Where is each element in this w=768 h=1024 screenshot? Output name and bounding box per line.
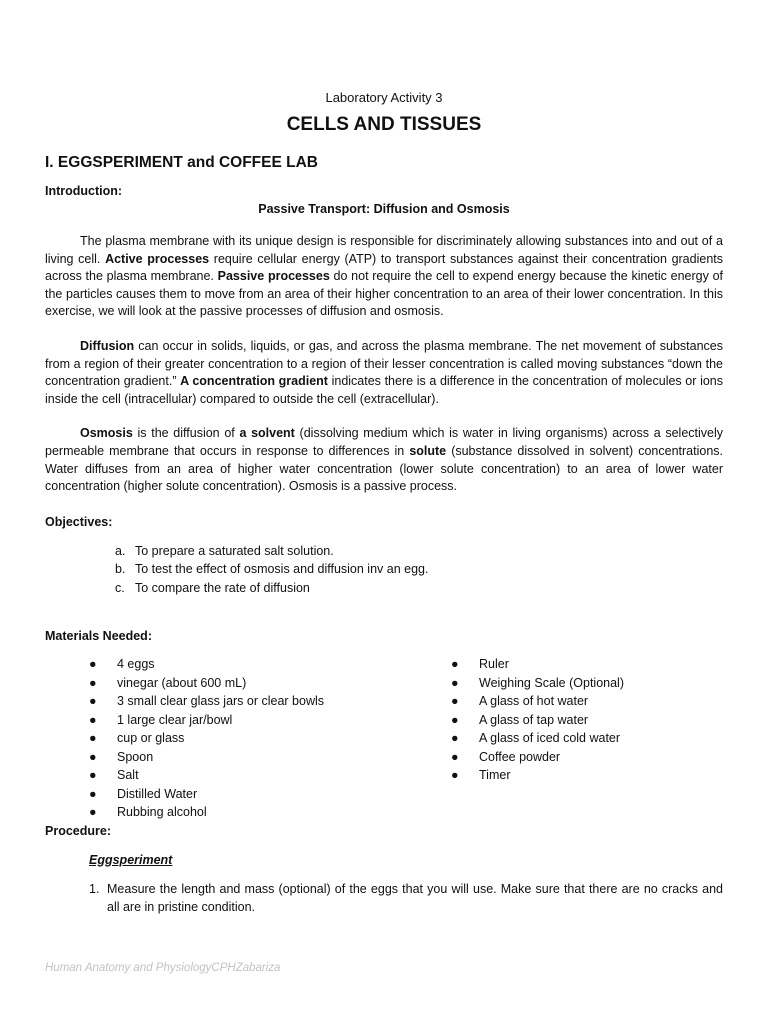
section-title: I. EGGSPERIMENT and COFFEE LAB: [45, 154, 318, 171]
objectives-label: Objectives:: [45, 514, 113, 529]
list-item: ● Spoon: [89, 749, 154, 764]
materials-column-right: [451, 655, 701, 822]
paragraph-diffusion: Diffusion can occur in solids, liquids, or gas, and across the plasma membrane. The net movement of substances from a region of their greater concentration to a region of their lesser concentration is called moving substances “down the concentration gradient.” A concentration gradient indicates there is a difference in the concentration of molecules or ions inside the cell (intracellular) compared to outside the cell (extracellular).: [45, 338, 723, 406]
list-item: ● 3 small clear glass jars or clear bowls: [89, 694, 325, 709]
list-item: ● Salt: [89, 768, 139, 783]
list-item: ● 1 large clear jar/bowl: [89, 712, 233, 727]
procedure-label: Procedure:: [45, 823, 111, 838]
list-item: b. To test the effect of osmosis and diffusion inv an egg.: [115, 562, 429, 577]
list-item: ● cup or glass: [89, 731, 185, 746]
list-item: ● Rubbing alcohol: [89, 805, 207, 820]
objectives-list: [45, 542, 723, 598]
page-footer: Human Anatomy and PhysiologyCPHZabariza: [45, 962, 281, 974]
list-item: ● A glass of tap water: [451, 712, 589, 727]
list-item: c. To compare the rate of diffusion: [115, 580, 310, 595]
paragraph-transport: The plasma membrane with its unique design is responsible for discriminately allowing substances into and out of a living cell. Active processes require cellular energy (ATP) to transport substances against their concentration gradients across the plasma membrane. Passive processes do not require the cell to expend energy because the kinetic energy of the particles causes them to move from an area of their higher concentration to an area of their lower concentration. In this exercise, we will look at the passive processes of diffusion and osmosis.: [45, 234, 723, 319]
list-item: ● Coffee powder: [451, 749, 561, 764]
list-item: ● Distilled Water: [89, 786, 198, 801]
list-item: ● vinegar (about 600 mL): [89, 675, 247, 690]
list-item: ● Weighing Scale (Optional): [451, 675, 624, 690]
list-item: a. To prepare a saturated salt solution.: [115, 543, 334, 558]
introduction-subtitle: Passive Transport: Diffusion and Osmosis: [258, 202, 510, 216]
list-item: ● 4 eggs: [89, 657, 155, 672]
procedure-sublabel: Eggsperiment: [89, 852, 173, 867]
list-item: ● A glass of hot water: [451, 694, 589, 709]
list-item: ● Timer: [451, 768, 511, 783]
list-item: ● A glass of iced cold water: [451, 731, 621, 746]
activity-number: Laboratory Activity 3: [325, 90, 443, 105]
list-item: ● Ruler: [451, 657, 509, 672]
introduction-label: Introduction:: [45, 184, 123, 198]
materials-column-left: [89, 655, 451, 822]
document-page: [45, 88, 723, 917]
materials-label: Materials Needed:: [45, 629, 152, 644]
paragraph-osmosis: Osmosis is the diffusion of a solvent (dissolving medium which is water in living organisms) across a selectively permeable membrane that occurs in response to differences in solute (substance dissolved in solvent) concentrations. Water diffuses from an area of higher water concentration (lower solute concentration) to an area of lower water concentration (higher solute concentration). Osmosis is a passive process.: [45, 426, 724, 494]
materials-list: [45, 655, 723, 822]
page-title: CELLS AND TISSUES: [286, 114, 482, 135]
procedure-step: 1. Measure the length and mass (optional) of the eggs that you will use. Make sure that there are no cracks and all are in pristine condition.: [89, 881, 723, 915]
